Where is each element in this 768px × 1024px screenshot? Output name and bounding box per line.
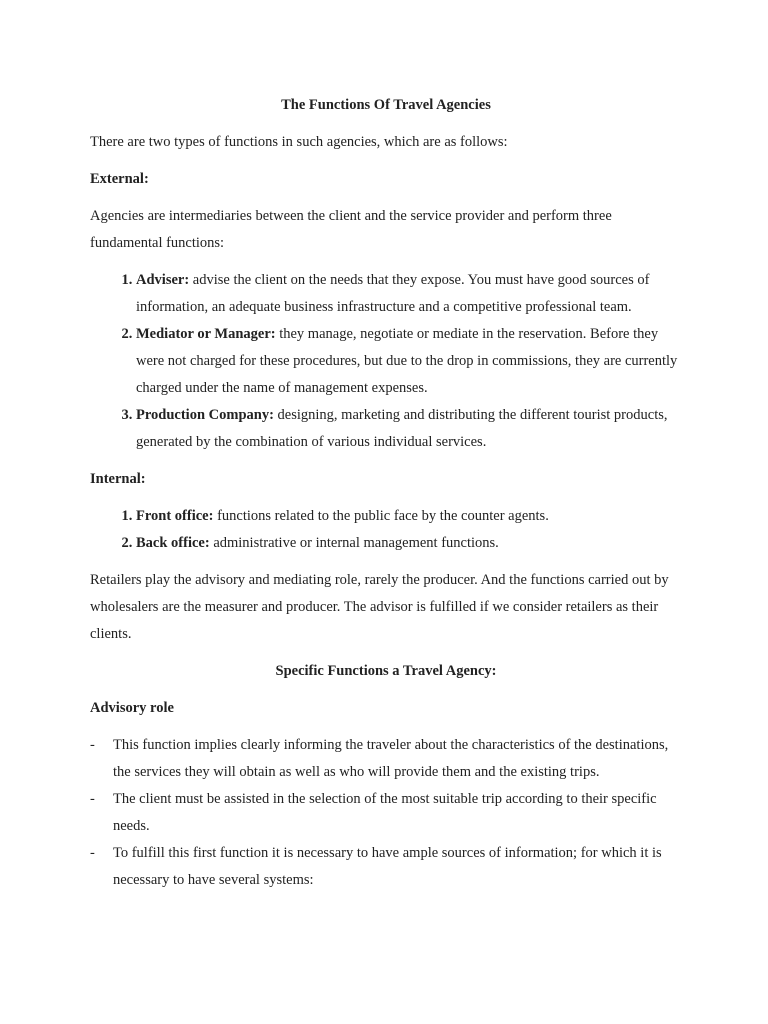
list-item (90, 840, 682, 894)
dash-marker: - (90, 845, 95, 861)
external-heading: External: (90, 171, 149, 187)
list-item-text: functions related to the public face by the counter agents. (213, 508, 549, 524)
list-item-front-office (136, 503, 682, 530)
list-item-text: The client must be assisted in the selection of the most suitable trip according to their specific needs. (113, 791, 657, 834)
dash-marker: - (90, 737, 95, 753)
internal-heading: Internal: (90, 471, 146, 487)
list-item-term: Mediator or Manager: (136, 326, 276, 342)
list-item-term: Front office: (136, 508, 214, 524)
list-item-text: administrative or internal management functions. (209, 535, 499, 551)
external-functions-list (90, 267, 682, 456)
external-paragraph: Agencies are intermediaries between the client and the service provider and perform three fundamental functions: (90, 208, 612, 251)
list-item-text: designing, marketing and distributing the different tourist products, generated by the combination of various individual services. (136, 407, 668, 450)
list-item-text: To fulfill this first function it is necessary to have ample sources of information; for which it is necessary to have several systems: (113, 845, 662, 888)
list-item-term: Adviser: (136, 272, 190, 288)
list-item-back-office (136, 530, 682, 557)
advisory-bullet-list (90, 732, 682, 894)
specific-functions-title: Specific Functions a Travel Agency: (275, 663, 497, 679)
list-item-text: This function implies clearly informing the traveler about the characteristics of the destinations, the services they will obtain as well as who will provide them and the existing trips. (113, 737, 669, 780)
list-item-term: Production Company: (136, 407, 274, 423)
list-item (90, 786, 682, 840)
internal-functions-list (90, 503, 682, 557)
list-item-adviser (136, 267, 682, 321)
list-item-text: advise the client on the needs that they expose. You must have good sources of information, an adequate business infrastructure and a competitive professional team. (136, 272, 650, 315)
intro-paragraph: There are two types of functions in such agencies, which are as follows: (90, 134, 508, 150)
dash-marker: - (90, 791, 95, 807)
document-title: The Functions Of Travel Agencies (281, 97, 491, 113)
document-page (90, 92, 682, 894)
list-item-term: Back office: (136, 535, 210, 551)
list-item (90, 732, 682, 786)
list-item-production-company (136, 402, 682, 456)
list-item-text: they manage, negotiate or mediate in the reservation. Before they were not charged for these procedures, but due to the drop in commissions, they are currently charged under the name of management expenses. (136, 326, 678, 396)
list-item-mediator (136, 321, 682, 402)
advisory-role-heading: Advisory role (90, 700, 174, 716)
retailers-paragraph: Retailers play the advisory and mediating role, rarely the producer. And the functions carried out by wholesalers are the measurer and producer. The advisor is fulfilled if we consider retailers as their clients. (90, 572, 669, 642)
